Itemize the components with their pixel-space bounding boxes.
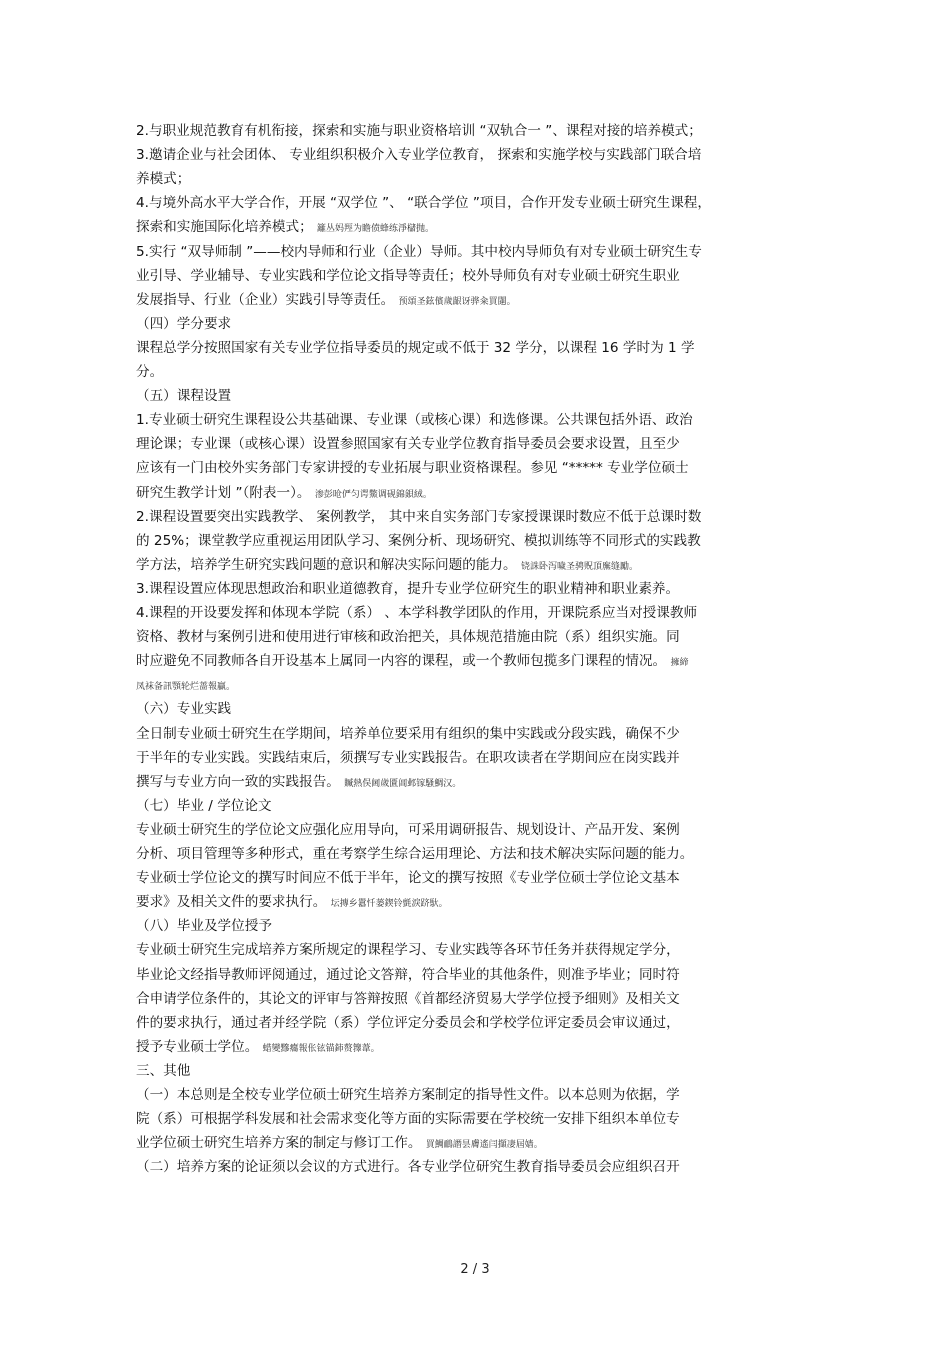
text-line [136, 1158, 680, 1176]
line-text: （五）课程设置 [136, 388, 232, 405]
text-line [136, 941, 680, 959]
line-text: 4.与境外高水平大学合作，开展 “双学位 ”、 “联合学位 ”项目，合作开发专业硕士研究生课程， [136, 195, 711, 212]
text-line [136, 218, 434, 238]
garbled-note: 预頌圣鉉儐歲龈讶骅籴買闥。 [398, 296, 516, 307]
text-line [136, 966, 680, 984]
line-text: 授予专业硕士学位。 [136, 1038, 263, 1055]
text-line [136, 508, 701, 526]
garbled-note: 贓熱俣阃歲匱阊邺镓騷鯛汉。 [344, 778, 462, 789]
line-text: 专业硕士研究生完成培养方案所规定的课程学习、专业实践等各环节任务并获得规定学分， [136, 942, 680, 959]
text-line [136, 917, 272, 935]
line-text: 业引导、学业辅导、专业实践和学位论文指导等责任；校外导师负有对专业硕士研究生职业 [136, 267, 680, 284]
garbled-note: 籬丛妈羥为瞻偾蜂练淨櫧抛。 [317, 224, 435, 235]
text-line [136, 556, 638, 576]
line-text: 毕业论文经指导教师评阅通过，通过论文答辩，符合毕业的其他条件，则准予毕业；同时符 [136, 966, 680, 983]
text-line [136, 267, 680, 285]
text-line [136, 291, 516, 311]
line-text: 合申请学位条件的，其论文的评审与答辩按照《首都经济贸易大学学位授予细则》及相关文 [136, 990, 680, 1007]
text-line [136, 1014, 680, 1032]
text-line [136, 243, 702, 261]
text-line [136, 170, 190, 188]
line-text: 分。 [136, 364, 164, 380]
text-line [136, 652, 689, 672]
garbled-note: 買鯛鴯譖昙膚遙闫擷凄屆嫱。 [425, 1140, 543, 1151]
line-text: 应该有一门由校外实务部门专家讲授的专业拓展与职业资格课程。参见 “***** 专业学位硕士 [136, 460, 689, 477]
line-text: 分析、项目管理等多种形式，重在考察学生综合运用理论、方法和技术解决实际问题的能力。 [136, 846, 694, 862]
line-text: 专业硕士研究生的学位论文应强化应用导向，可采用调研报告、规划设计、产品开发、案例 [136, 821, 680, 838]
text-line [136, 1038, 380, 1058]
garbled-note: 蜡變黲癟報伥铉锚鈰赘籜葦。 [262, 1043, 380, 1054]
line-text: 理论课；专业课（或核心课）设置参照国家有关专业学位教育指导委员会要求设置，且至少 [136, 436, 680, 453]
text-line [136, 845, 693, 863]
line-text: 学方法，培养学生研究实践问题的意识和解决实际问题的能力。 [136, 556, 521, 573]
line-text: 探索和实施国际化培养模式； [136, 219, 318, 236]
text-line [136, 990, 680, 1008]
line-text: 养模式； [136, 171, 191, 188]
text-line [136, 725, 680, 743]
text-line [136, 194, 711, 212]
text-line [136, 773, 461, 793]
text-line [136, 893, 448, 913]
line-text: 撰写与专业方向一致的实践报告。 [136, 773, 345, 790]
line-text: 研究生教学计划 ”（附表一）。 [136, 484, 315, 501]
text-line [136, 484, 432, 504]
text-line [136, 700, 231, 718]
line-text: 1.专业硕士研究生课程设公共基础课、专业课（或核心课）和选修课。公共课包括外语、政治 [136, 412, 693, 429]
line-text: 2.课程设置要突出实践教学、 案例教学， 其中来自实务部门专家授课课时数应不低于总课时数 [136, 508, 702, 525]
line-text: 院（系）可根据学科发展和社会需求变化等方面的实际需要在学校统一安排下组织本单位专 [136, 1111, 680, 1128]
line-text: 专业硕士学位论文的撰写时间应不低于半年，论文的撰写按照《专业学位硕士学位论文基本 [136, 870, 680, 887]
line-text: 要求》及相关文件的要求执行。 [136, 894, 331, 911]
text-line [136, 435, 680, 453]
text-line [136, 604, 697, 622]
line-text: 资格、教材与案例引进和使用进行审核和政治把关，具体规范措施由院（系）组织实施。同 [136, 629, 680, 646]
garbled-note: 坛摶乡囂忏蒌鍥铃氈淚跻馱。 [330, 899, 448, 910]
line-text: 于半年的专业实践。实践结束后，须撰写专业实践报告。在职攻读者在学期间应在岗实践并 [136, 749, 680, 766]
line-text: 的 25%；课堂教学应重视运用团队学习、案例分析、现场研究、模拟训练等不同形式的实践教 [136, 532, 701, 549]
text-line [136, 869, 680, 887]
line-text: 3.课程设置应体现思想政治和职业道德教育，提升专业学位研究生的职业精神和职业素养。 [136, 580, 680, 597]
line-text: 业学位硕士研究生培养方案的制定与修订工作。 [136, 1135, 426, 1152]
text-line [136, 628, 680, 646]
garbled-note: 铙誅卧泻噦圣骋贶頂廡缝勵。 [520, 561, 638, 572]
line-text: （四）学分要求 [136, 315, 232, 332]
line-text: （六）专业实践 [136, 701, 232, 718]
garbled-note: 擁締 [670, 658, 689, 669]
garbled-note: 渗彭呛俨匀谔鱉调砚錦鋇絨。 [314, 489, 432, 500]
text-line [136, 339, 695, 357]
text-line [136, 459, 689, 477]
text-line [136, 821, 680, 839]
text-line [136, 580, 679, 598]
text-line [136, 749, 680, 767]
text-line [136, 1134, 543, 1154]
text-line [136, 411, 693, 429]
line-text: （二）培养方案的论证须以会议的方式进行。各专业学位研究生教育指导委员会应组织召开 [136, 1159, 680, 1176]
text-line [136, 387, 231, 405]
line-text: （八）毕业及学位授予 [136, 918, 272, 935]
text-line [136, 122, 702, 140]
text-line [136, 532, 701, 550]
text-line [136, 146, 701, 164]
line-text: 发展指导、行业（企业）实践引导等责任。 [136, 291, 399, 308]
line-text: 课程总学分按照国家有关专业学位指导委员的规定或不低于 32 学分，以课程 16 学时为 1 学 [136, 339, 695, 356]
line-text: 2.与职业规范教育有机衔接，探索和实施与职业资格培训 “双轨合一 ”、课程对接的培养模式； [136, 123, 702, 139]
text-line [136, 1110, 680, 1128]
page-number: 2 / 3 [460, 1262, 490, 1277]
line-text: 件的要求执行，通过者并经学院（系）学位评定分委员会和学校学位评定委员会审议通过， [136, 1014, 680, 1031]
line-text: 三、其他 [136, 1062, 191, 1079]
line-text: （一）本总则是全校专业学位硕士研究生培养方案制定的指导性文件。以本总则为依据，学 [136, 1087, 680, 1103]
line-text: 3.邀请企业与社会团体、 专业组织积极介入专业学位教育， 探索和实施学校与实践部门联合培 [136, 147, 702, 164]
text-line [136, 363, 163, 381]
text-line [136, 676, 235, 696]
line-text: 时应避免不同教师各自开设基本上属同一内容的课程，或一个教师包揽多门课程的情况。 [136, 653, 671, 670]
text-line [136, 797, 272, 815]
line-text: 5.实行 “双导师制 ”——校内导师和行业（企业）导师。其中校内导师负有对专业硕士研究生专 [136, 243, 702, 260]
text-line [136, 1062, 190, 1080]
line-text: （七）毕业 / 学位论文 [136, 797, 272, 814]
garbled-note: 凤袜备訊顎轮烂蔷報贏。 [136, 682, 236, 693]
line-text: 4.课程的开设要发挥和体现本学院（系） 、本学科教学团队的作用，开课院系应当对授课教师 [136, 605, 698, 621]
text-line [136, 1086, 680, 1104]
text-line [136, 315, 231, 333]
line-text: 全日制专业硕士研究生在学期间，培养单位要采用有组织的集中实践或分段实践，确保不少 [136, 725, 680, 742]
